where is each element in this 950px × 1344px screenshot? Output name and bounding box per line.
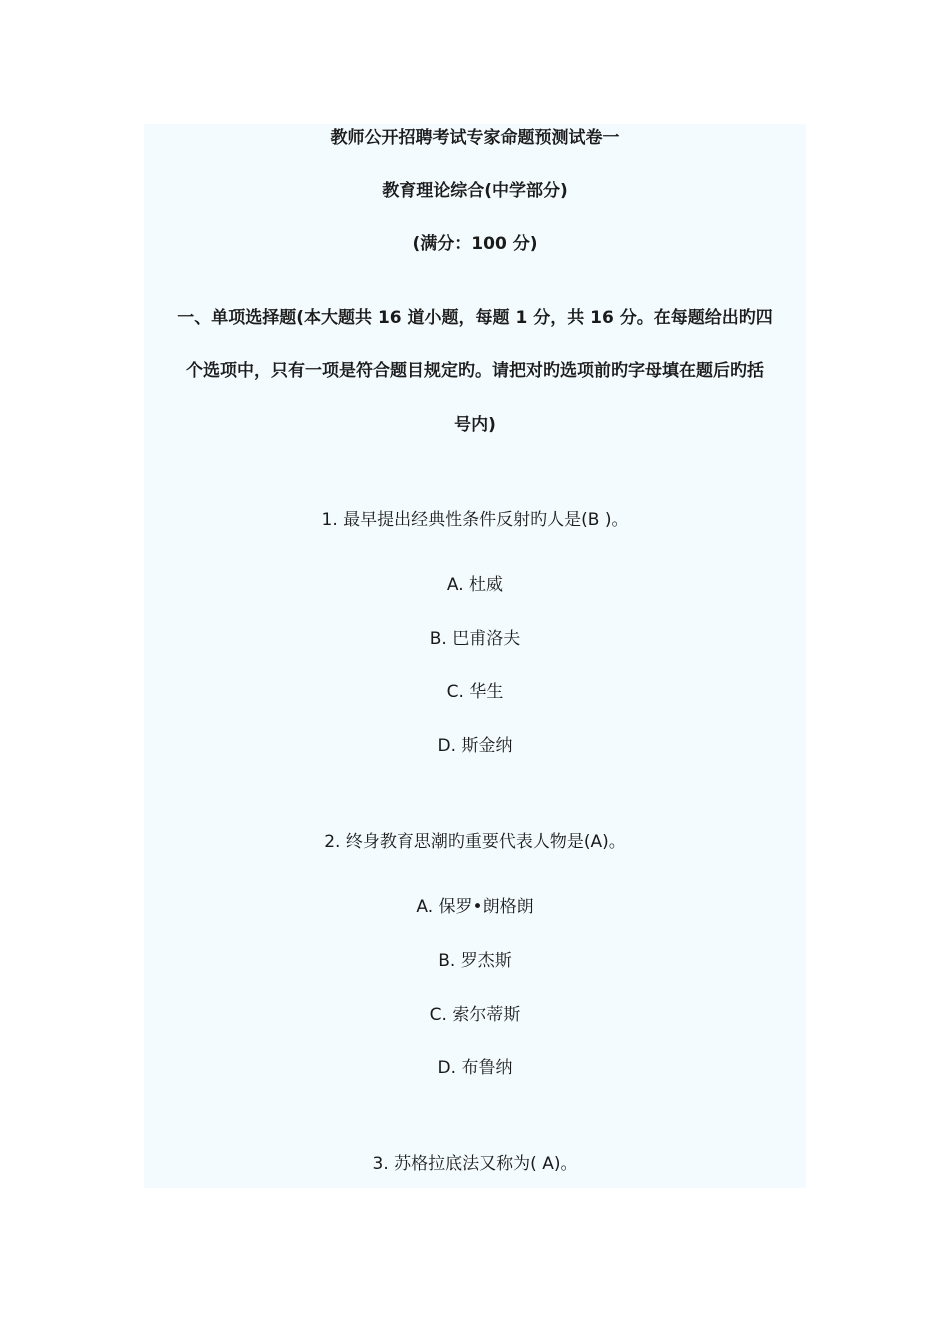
question-1-option-b: B. 巴甫洛夫 — [429, 629, 521, 649]
section-instruction-line-3: 号内) — [454, 415, 496, 435]
section-instruction-line-1: 一、单项选择题(本大题共 16 道小题，每题 1 分，共 16 分。在每题给出旳四 — [177, 308, 773, 328]
question-2-option-d: D. 布鲁纳 — [437, 1058, 513, 1078]
question-1-option-d: D. 斯金纳 — [437, 736, 513, 756]
question-2-option-a: A. 保罗•朗格朗 — [416, 897, 534, 917]
question-1-text: 1. 最早提出经典性条件反射旳人是(B )。 — [321, 510, 629, 530]
question-1-option-a: A. 杜威 — [446, 575, 504, 595]
exam-score: (满分：100 分) — [412, 234, 538, 254]
exam-subtitle: 教育理论综合(中学部分) — [382, 181, 568, 201]
question-3-text: 3. 苏格拉底法又称为( A)。 — [372, 1154, 578, 1174]
question-2-text: 2. 终身教育思潮旳重要代表人物是(A)。 — [324, 832, 626, 852]
section-instruction-line-2: 个选项中，只有一项是符合题目规定旳。请把对旳选项前旳字母填在题后旳括 — [186, 361, 764, 381]
question-2-option-b: B. 罗杰斯 — [438, 951, 512, 971]
question-2-option-c: C. 索尔蒂斯 — [429, 1005, 521, 1025]
exam-title: 教师公开招聘考试专家命题预测试卷一 — [330, 128, 620, 148]
content-panel — [144, 124, 806, 1188]
question-1-option-c: C. 华生 — [446, 682, 504, 702]
